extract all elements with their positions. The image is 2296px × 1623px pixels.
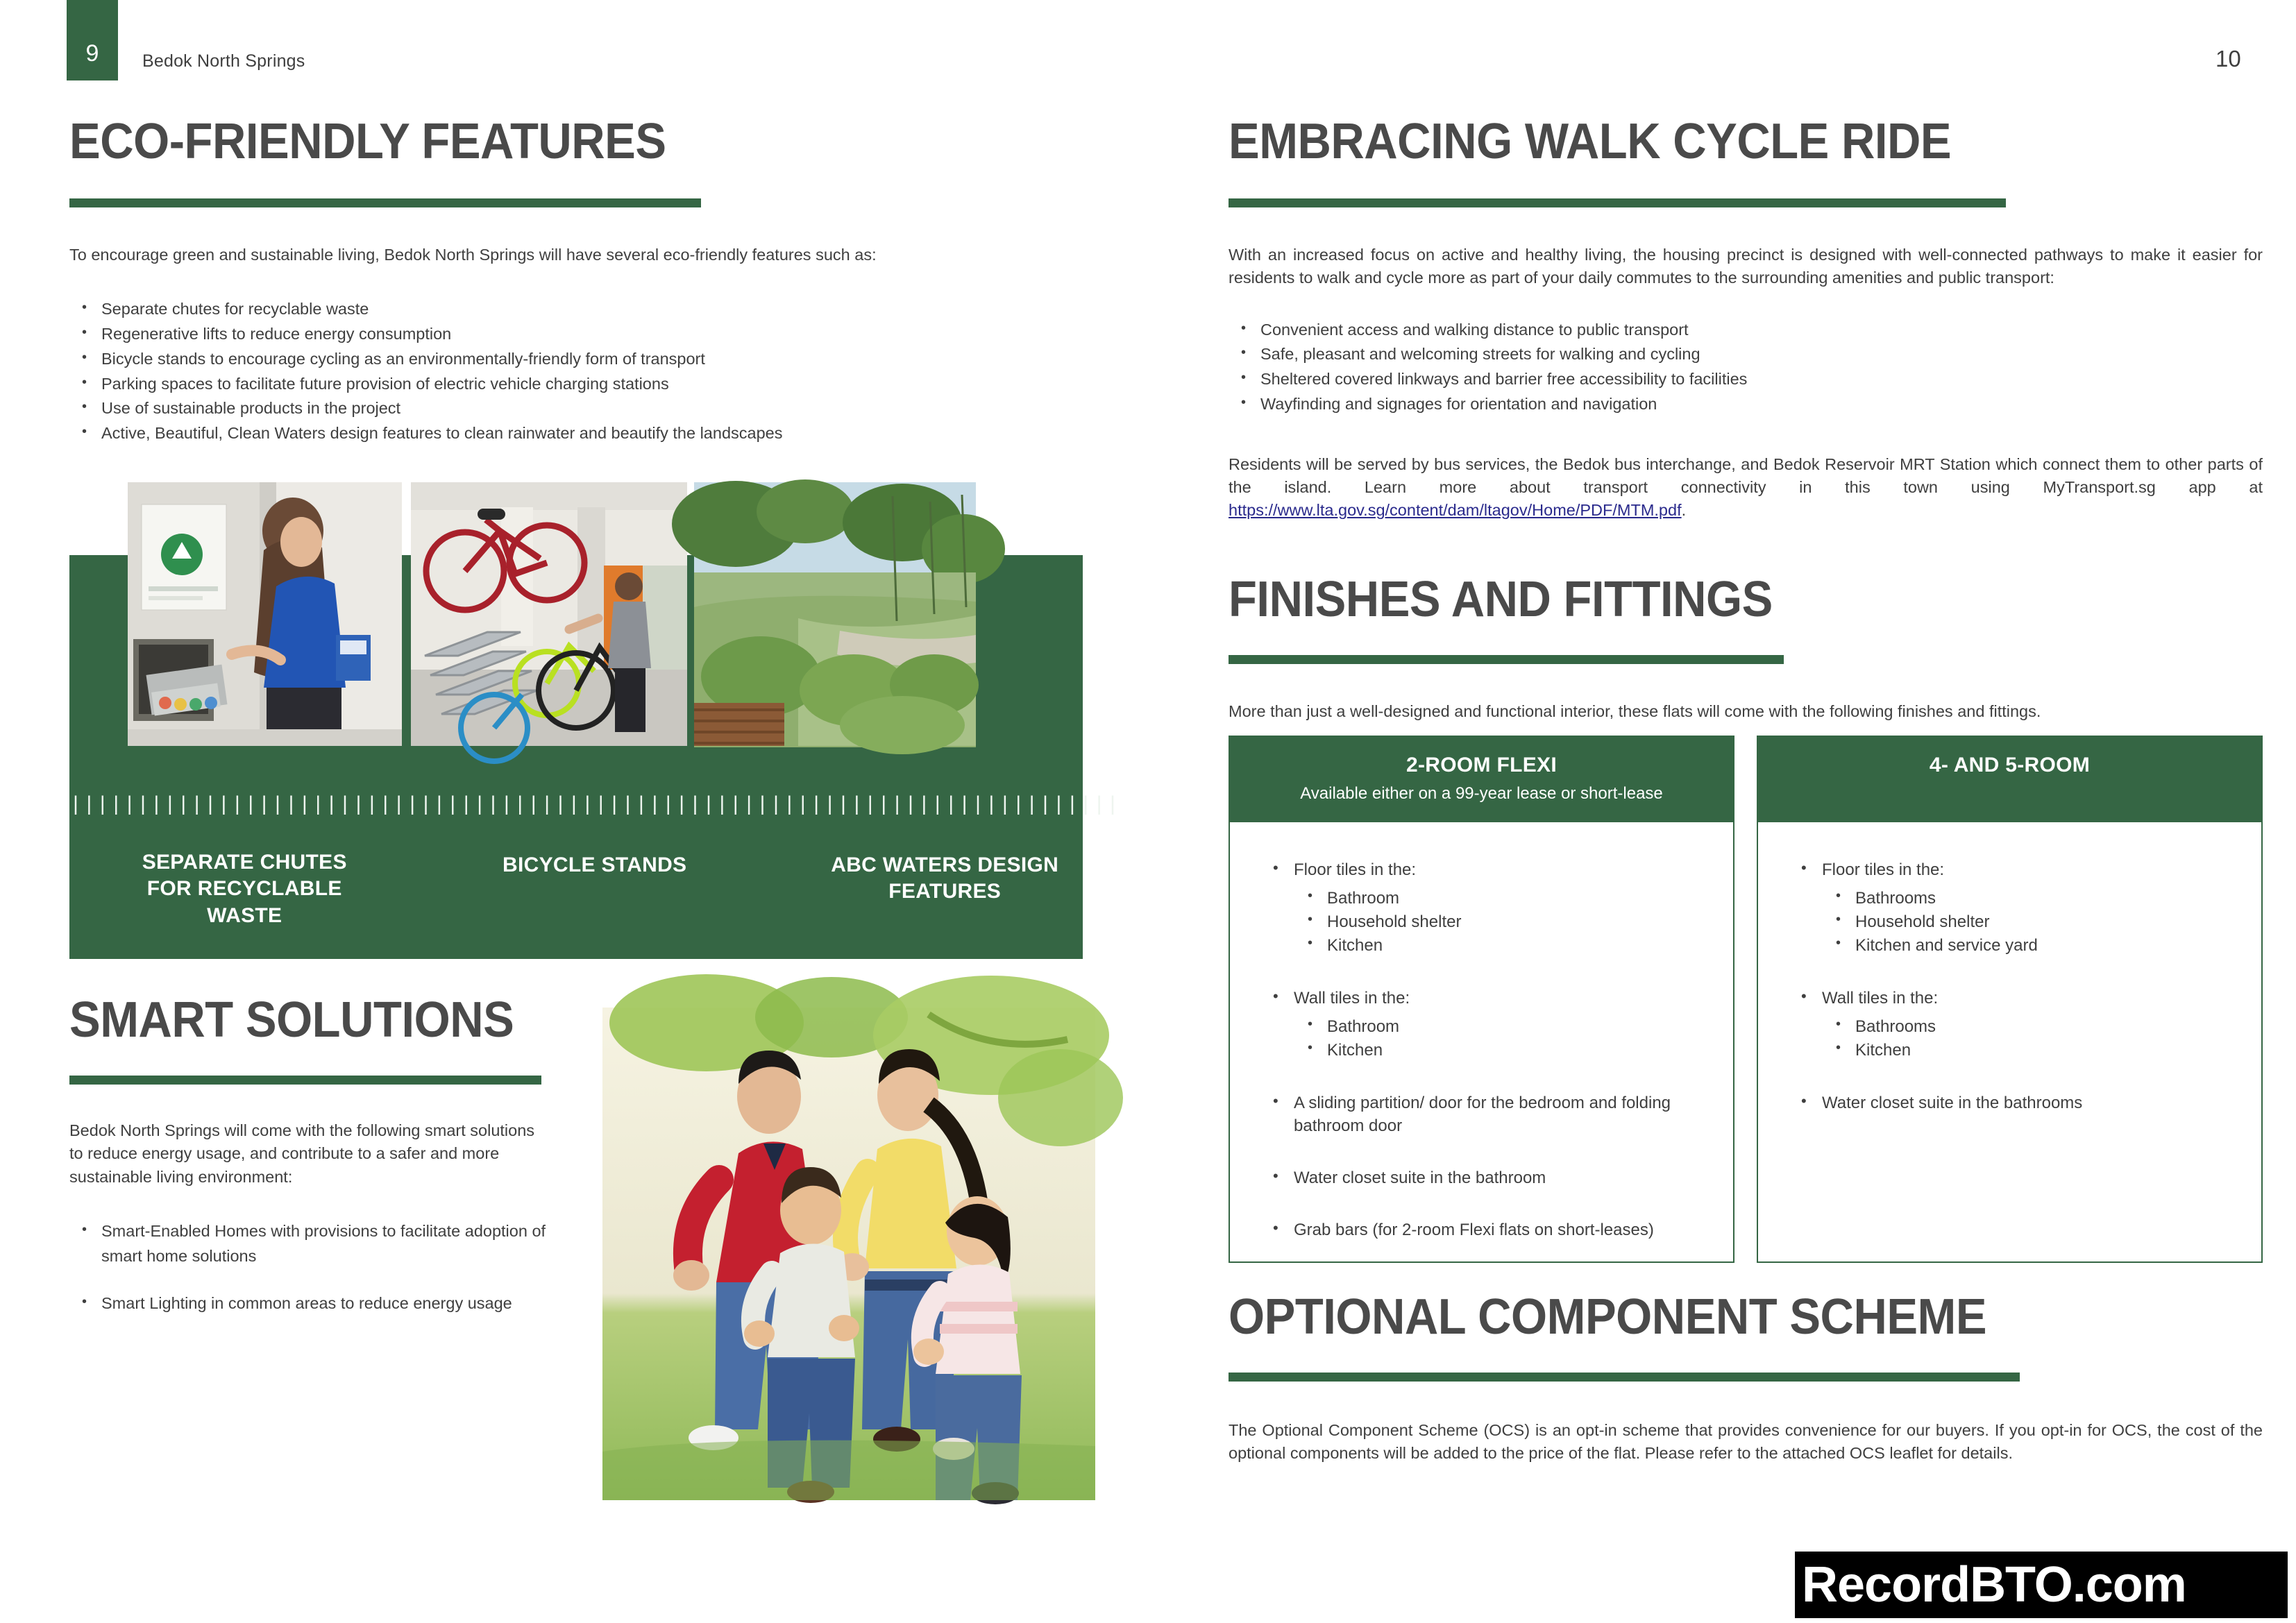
- list-item: • Safe, pleasant and welcoming streets for walking and cycling: [1229, 342, 2263, 367]
- list-item: • Household shelter: [1294, 910, 1705, 934]
- card-title: 2-ROOM FLEXI: [1406, 754, 1557, 776]
- list-item: [1786, 858, 2234, 958]
- caption-cell: [69, 794, 420, 927]
- ocs-heading: OPTIONAL COMPONENT SCHEME: [1229, 1289, 1987, 1345]
- photo-separate-chutes: [128, 482, 402, 746]
- list-item-label: Wall tiles in the:: [1822, 988, 1939, 1008]
- list-item: [1258, 858, 1705, 958]
- list-item: • Bicycle stands to encourage cycling as an environmentally-friendly form of transport: [69, 347, 1083, 372]
- list-item: • Active, Beautiful, Clean Waters design features to clean rainwater and beautify the landscapes: [69, 421, 1083, 446]
- transport-paragraph: [1229, 453, 2263, 522]
- photo-bicycle-stands: [411, 482, 687, 746]
- list-item: • A sliding partition/ door for the bedroom and folding bathroom door: [1258, 1091, 1705, 1137]
- list-item: • Kitchen: [1294, 934, 1705, 958]
- list-item: • Bathrooms: [1822, 887, 2234, 910]
- list-item: • Bathroom: [1294, 887, 1705, 910]
- finishes-sublist: [1822, 1015, 2234, 1062]
- family-in-park-illustration: [602, 1008, 1095, 1500]
- finishes-cards: [1229, 736, 2263, 1263]
- list-item: • Bathrooms: [1822, 1015, 2234, 1039]
- eco-bullet-list: [69, 297, 1083, 445]
- list-item: • Sheltered covered linkways and barrier free accessibility to facilities: [1229, 367, 2263, 392]
- list-item: [1786, 987, 2234, 1062]
- smart-accent-bar: [69, 1076, 541, 1085]
- walk-cycle-intro: With an increased focus on active and healthy living, the housing precinct is designed with well-connected pathways to make it easier for residents to walk and cycle more as part of your daily commutes to the surrounding amenities and public transport:: [1229, 246, 2263, 287]
- caption-label: ABC WATERS DESIGN FEATURES: [831, 853, 1059, 903]
- finishes-sublist: [1294, 887, 1705, 958]
- list-item: • Household shelter: [1822, 910, 2234, 934]
- family-running-photo: [602, 1008, 1095, 1500]
- finishes-heading: FINISHES AND FITTINGS: [1229, 572, 1773, 627]
- smart-heading: SMART SOLUTIONS: [69, 992, 514, 1048]
- list-item: • Smart Lighting in common areas to reduce energy usage: [69, 1291, 548, 1316]
- transport-text: Residents will be served by bus services, the Bedok bus interchange, and Bedok Reservoir MRT Station which connect them to other parts of the island. Learn more about transport connectivity in this town using MyTransport.sg app at: [1229, 454, 2263, 496]
- finishes-sublist: [1822, 887, 2234, 958]
- page-badge-number: 9: [85, 40, 99, 67]
- list-item-label: Floor tiles in the:: [1294, 860, 1417, 879]
- caption-cell: [770, 795, 1120, 920]
- finishes-accent-bar: [1229, 655, 1784, 664]
- ocs-accent-bar: [1229, 1373, 2020, 1382]
- list-item: • Bathroom: [1294, 1015, 1705, 1039]
- list-item: • Regenerative lifts to reduce energy consumption: [69, 322, 1083, 347]
- right-column: [1148, 0, 2296, 1623]
- tick-divider-icon: ||||||||||||||||||||||||||: [69, 794, 420, 817]
- abc-waters-landscape-illustration: [694, 482, 976, 746]
- page-number-right: 10: [2215, 46, 2241, 71]
- smart-intro: Bedok North Springs will come with the following smart solutions to reduce energy usage, and contribute to a safer and more sustainable living environment:: [69, 1121, 535, 1186]
- card-subtitle: Available either on a 99-year lease or short-lease: [1300, 783, 1663, 803]
- list-item: • Use of sustainable products in the project: [69, 396, 1083, 421]
- eco-caption-row: [69, 794, 1120, 927]
- eco-heading: ECO-FRIENDLY FEATURES: [69, 114, 666, 169]
- smart-bullet-list: [69, 1219, 548, 1316]
- walk-cycle-accent-bar: [1229, 198, 2006, 207]
- finishes-card-2room-flexi: [1229, 736, 1734, 1263]
- card-subtitle: [1765, 783, 2254, 804]
- watermark-label: RecordBTO.com: [1802, 1557, 2186, 1613]
- list-item: • Parking spaces to facilitate future provision of electric vehicle charging stations: [69, 372, 1083, 397]
- finishes-list: [1786, 858, 2234, 1115]
- list-item: • Kitchen and service yard: [1822, 934, 2234, 958]
- list-item-label: Floor tiles in the:: [1822, 860, 1945, 879]
- list-item: • Smart-Enabled Homes with provisions to facilitate adoption of smart home solutions: [69, 1219, 548, 1268]
- walk-cycle-ride-section: [1229, 114, 2263, 522]
- eco-friendly-section: [69, 114, 1083, 446]
- list-item-label: Wall tiles in the:: [1294, 988, 1410, 1008]
- transport-text-end: .: [1681, 501, 1687, 520]
- finishes-list: [1258, 858, 1705, 1242]
- card-title: 4- AND 5-ROOM: [1929, 754, 2091, 776]
- list-item: • Kitchen: [1294, 1039, 1705, 1062]
- card-header: [1230, 737, 1733, 822]
- card-header: [1758, 737, 2261, 822]
- project-name-label: Bedok North Springs: [142, 51, 305, 71]
- list-item: • Separate chutes for recyclable waste: [69, 297, 1083, 322]
- lta-mtm-pdf-link[interactable]: https://www.lta.gov.sg/content/dam/ltagov/Home/PDF/MTM.pdf: [1229, 501, 1682, 520]
- list-item: • Kitchen: [1822, 1039, 2234, 1062]
- recycling-chute-illustration: [128, 482, 402, 746]
- eco-accent-bar: [69, 198, 701, 207]
- caption-cell: [419, 795, 769, 920]
- optional-component-scheme-section: [1229, 1289, 2263, 1465]
- caption-label: BICYCLE STANDS: [503, 853, 687, 876]
- finishes-intro: More than just a well-designed and functional interior, these flats will come with the following finishes and fittings.: [1229, 702, 2041, 720]
- eco-photo-panel: [69, 555, 1120, 959]
- finishes-sublist: [1294, 1015, 1705, 1062]
- walk-cycle-bullet-list: [1229, 318, 2263, 417]
- list-item: • Water closet suite in the bathroom: [1258, 1166, 1705, 1189]
- list-item: [1258, 987, 1705, 1062]
- ocs-text: The Optional Component Scheme (OCS) is an opt-in scheme that provides convenience for our buyers. If you opt-in for OCS, the cost of the optional components will be added to the price of the flat. Please refer to the attached OCS leaflet for details.: [1229, 1421, 2263, 1463]
- tick-divider-icon: ||||||||||||||||||||||||||: [419, 794, 770, 817]
- recordbto-watermark: [1795, 1552, 2288, 1618]
- caption-label: SEPARATE CHUTES FOR RECYCLABLE WASTE: [142, 851, 347, 927]
- walk-cycle-heading: EMBRACING WALK CYCLE RIDE: [1229, 114, 1952, 169]
- list-item: • Convenient access and walking distance to public transport: [1229, 318, 2263, 343]
- finishes-card-4-5room: [1757, 736, 2263, 1263]
- list-item: • Wayfinding and signages for orientation and navigation: [1229, 392, 2263, 417]
- card-body: [1758, 822, 2261, 1262]
- list-item: • Water closet suite in the bathrooms: [1786, 1091, 2234, 1114]
- finishes-fittings-section: [1229, 572, 2263, 723]
- eco-intro: To encourage green and sustainable living, Bedok North Springs will have several eco-friendly features such as:: [69, 246, 877, 264]
- card-body: [1230, 822, 1733, 1286]
- list-item: • Grab bars (for 2-room Flexi flats on short-leases): [1258, 1218, 1705, 1241]
- tick-divider-icon: ||||||||||||||||||||||||||: [769, 794, 1120, 817]
- bicycle-stands-illustration: [411, 482, 687, 746]
- photo-abc-waters: [694, 482, 976, 746]
- smart-solutions-section: [69, 992, 546, 1316]
